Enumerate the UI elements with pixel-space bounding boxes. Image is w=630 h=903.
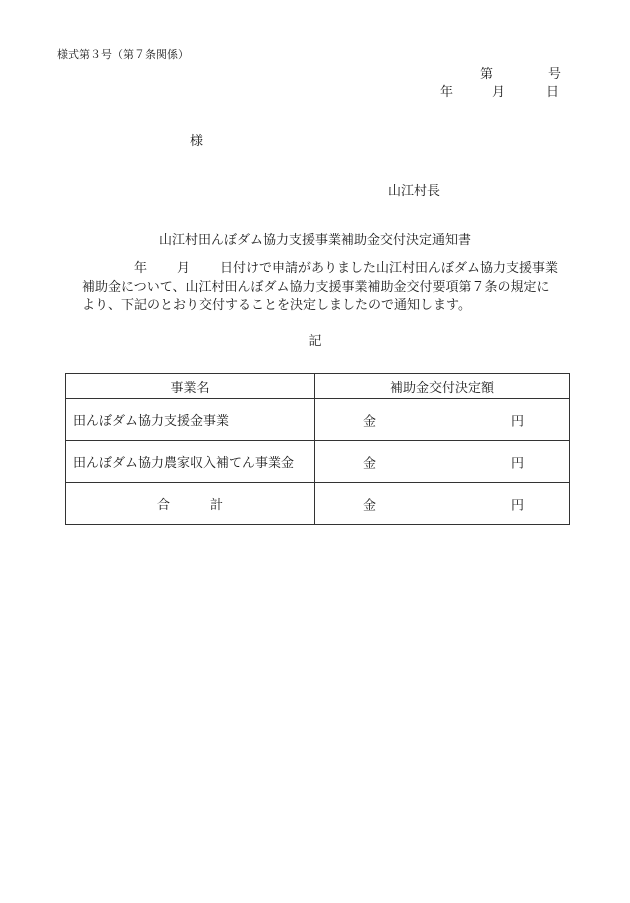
number-suffix: 号 bbox=[548, 67, 562, 82]
amount-en: 円 bbox=[511, 456, 525, 471]
project-name-cell: 田んぼダム協力支援金事業 bbox=[66, 399, 315, 441]
body-year: 年 bbox=[134, 261, 148, 276]
header-project-name: 事業名 bbox=[66, 374, 315, 399]
total-label-b: 計 bbox=[210, 498, 224, 513]
ki-heading: 記 bbox=[308, 334, 322, 349]
amount-cell bbox=[315, 399, 570, 441]
total-amount-cell bbox=[315, 483, 570, 525]
date-day: 日 bbox=[546, 85, 560, 100]
total-label-cell bbox=[66, 483, 315, 525]
header-award-amount: 補助金交付決定額 bbox=[315, 374, 570, 399]
document-number bbox=[480, 63, 562, 82]
table-row bbox=[66, 441, 570, 483]
document-date bbox=[440, 81, 562, 100]
number-prefix: 第 bbox=[480, 67, 494, 82]
body-text bbox=[82, 260, 568, 316]
total-en: 円 bbox=[511, 498, 525, 513]
body-line-1-rest: 日付けで申請がありました山江村田んぼダム協力支援事業 bbox=[220, 261, 559, 276]
body-month: 月 bbox=[177, 261, 191, 276]
table-row bbox=[66, 399, 570, 441]
total-label-a: 合 bbox=[156, 498, 170, 513]
amount-en: 円 bbox=[511, 414, 525, 429]
amount-kin: 金 bbox=[363, 456, 377, 471]
recipient-honorific: 様 bbox=[190, 134, 204, 149]
issuer-name: 山江村長 bbox=[388, 184, 441, 199]
form-label: 様式第３号（第７条関係） bbox=[57, 48, 189, 61]
total-kin: 金 bbox=[363, 498, 377, 513]
project-name-cell: 田んぼダム協力農家収入補てん事業金 bbox=[66, 441, 315, 483]
date-month: 月 bbox=[492, 85, 506, 100]
table-total-row bbox=[66, 483, 570, 525]
body-line-2: 補助金について、山江村田んぼダム協力支援事業補助金交付要項第７条の規定に bbox=[82, 279, 550, 295]
document-title: 山江村田んぼダム協力支援事業補助金交付決定通知書 bbox=[158, 233, 471, 248]
award-table bbox=[65, 373, 570, 525]
body-line-1 bbox=[82, 260, 568, 279]
date-year: 年 bbox=[440, 85, 454, 100]
body-line-3: より、下記のとおり交付することを決定しましたので通知します。 bbox=[82, 298, 471, 313]
amount-cell bbox=[315, 441, 570, 483]
table-header-row bbox=[66, 374, 570, 399]
amount-kin: 金 bbox=[363, 414, 377, 429]
